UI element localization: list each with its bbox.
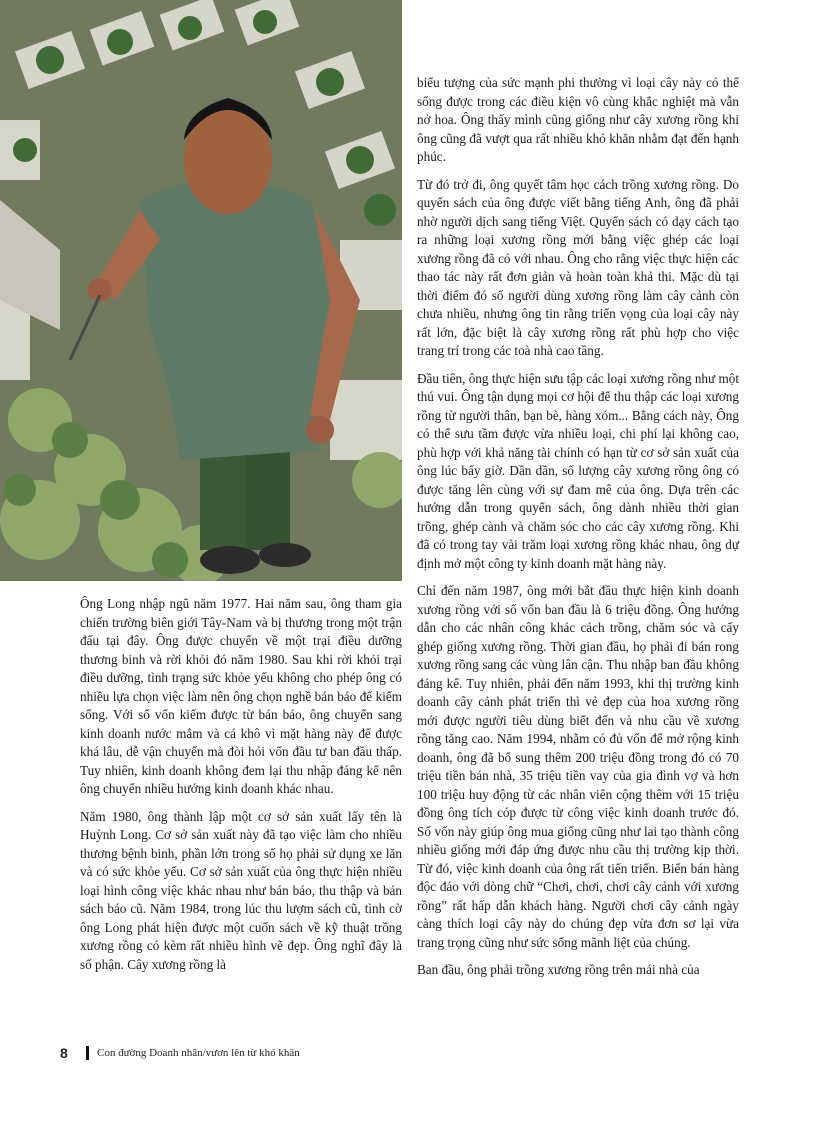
photo-man-with-cacti xyxy=(0,0,402,581)
paragraph: Ban đầu, ông phải trồng xương rồng trên mái nhà của xyxy=(417,962,700,977)
paragraph: Ông Long nhập ngũ năm 1977. Hai năm sau, ông tham gia chiến trường biên giới Tây-Nam và bị thương trong một trận đấu tại đây. Ông được chuyển về một trại điều dưỡng thương binh và rời khỏi đó năm 1980. Sau khi rời khỏi trại điều dưỡng, tình trạng sức khỏe yếu không cho phép ông có nhiều lựa chọn việc làm nên ông chọn nghề bán báo để kiếm sống. Với số vốn kiếm được từ bán báo, ông chuyển sang kinh doanh nước mắm và cá khô vì mặt hàng này để được khá lâu, dễ vận chuyển mà đòi hỏi vốn đầu tư ban đầu thấp. Tuy nhiên, kinh doanh không đem lại thu nhập đáng kể nên ông chuyển nhiều hướng kinh doanh khác nhau. xyxy=(80,596,402,796)
paragraph: Đầu tiên, ông thực hiện sưu tập các loại xương rồng như một thú vui. Ông tận dụng mọi cơ hội để thu thập các loại xương rồng từ người thân, bạn bè, hàng xóm... Bằng cách này, Ông có thể sưu tầm được vừa nhiều loại, chi phí lại không cao, phù hợp với khả năng tài chính có hạn từ cơ sở sản xuất của ông lúc bấy giờ. Dần dần, số lượng cây xương rồng ông có được tăng lên cùng với sự đam mê của ông. Dựa trên các hướng dẫn trong quyển sách, ông dành nhiều thời gian trồng, ghép cành và chăm sóc cho các cây xương rồng. Khi đã có trong tay vài trăm loại xương rồng khác nhau, ông dự định mở một công ty kinh doanh mặt hàng này. xyxy=(417,370,739,571)
page-footer xyxy=(60,1043,300,1063)
photo-illustration xyxy=(0,0,402,581)
paragraph: Năm 1980, ông thành lập một cơ sở sản xuất lấy tên là Huỳnh Long. Cơ sở sản xuất này đã tạo việc làm cho nhiều thương bệnh binh, phần lớn trong số họ phải sử dụng xe lăn và có sức khỏe yếu. Cơ sở sản xuất của ông thực hiện nhiều loại hình công việc khác nhau như bán báo, thu thập và bán sách báo cũ. Năm 1984, trong lúc thu lượm sách cũ, tình cờ ông Long phát hiện được một cuốn sách về kỹ thuật trồng xương rồng có kèm rất nhiều hình vẽ đẹp. Ông nghĩ đây là số phận. Cây xương rồng là xyxy=(80,808,402,972)
footer-divider xyxy=(86,1046,89,1060)
right-column xyxy=(417,74,739,989)
paragraph: Từ đó trở đi, ông quyết tâm học cách trồng xương rồng. Do quyển sách của ông được viết bằng tiếng Anh, ông đã phải nhờ người dịch sang tiếng Việt. Quyển sách có dạy cách tạo ra những loại xương rồng mới bằng việc ghép các loại xương rồng đã có với nhau. Ông cho rằng việc thực hiện các thao tác này rất đơn giản và hoàn toàn khả thi. Mặc dù tại thời điểm đó số người dùng xương rồng làm cây cảnh còn chưa nhiều, nhưng ông tin rằng triển vọng của loại cây này rất lớn, đặc biệt là cây xương rồng rất phù hợp cho việc trang trí trong các toà nhà cao tầng. xyxy=(417,176,739,358)
running-title: Con đường Doanh nhân/vươn lên từ khó khăn xyxy=(97,1047,300,1059)
page-number: 8 xyxy=(60,1045,68,1061)
left-column xyxy=(80,595,402,983)
paragraph: biểu tượng của sức mạnh phi thường vì loại cây này có thể sống được trong các điều kiện vô cùng khắc nghiệt mà vẫn nở hoa. Ông thấy mình cũng giống như cây xương rồng khi ông cũng đã vượt qua rất nhiều khó khăn nhằm đạt đến hạnh phúc. xyxy=(417,75,739,164)
paragraph: Chỉ đến năm 1987, ông mới bắt đầu thực hiện kinh doanh xương rồng với số vốn ban đầu là 6 triệu đồng. Ông hướng dẫn cho các nhân công khác cách trồng, chăm sóc và cấy ghép giống xương rồng. Thời gian đầu, họ phải đi bán rong xương rồng sang các vùng lân cận. Thu nhập ban đầu không đáng kể. Tuy nhiên, phải đến năm 1993, khi thị trường kinh doanh cây cảnh phát triển thì vẻ đẹp của hoa xương rồng mới được người tiêu dùng biết đến và nhu cầu về xương rồng tăng cao. Năm 1994, nhằm có đủ vốn để mở rộng kinh doanh, ông đã bổ sung thêm 200 triệu đồng trong đó có 70 triệu tiền bán nhà, 35 triệu tiền vay của gia đình vợ và hơn 100 triệu huy động từ các nhân viên cộng thêm với 15 triệu đồng ông tích cóp được từ công việc kinh doanh trước đó. Số vốn này giúp ông mua giống cũng như lai tạo thành công nhiều giống mới đáp ứng được nhu cầu thị trường kịp thời. Từ đó, việc kinh doanh của ông rất tiến triển. Biển bán hàng độc đáo với dòng chữ “Chơi, chơi, chơi cây cảnh với xương rồng” rất hấp dẫn khách hàng. Người chơi cây cảnh ngày càng thích loại cây này do chúng đẹp vừa đơn sơ lại vừa trang trọng cũng như sức sống mãnh liệt của chúng. xyxy=(417,583,739,950)
